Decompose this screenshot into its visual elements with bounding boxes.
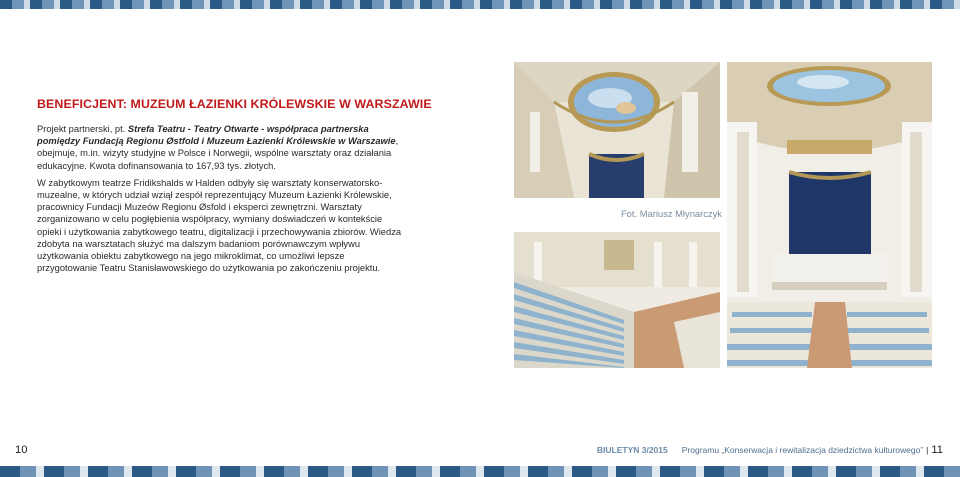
page-number-right: 11 <box>931 444 943 456</box>
article-paragraph-1 <box>37 123 403 172</box>
photo-theatre-stage <box>727 62 932 368</box>
para1-suffix: , obejmuje, m.in. wizyty studyjne w Polsce i Norwegii, wspólne warsztaty oraz działania edukacyjne. Kwota dofinansowania to 167,93 tys. złotych. <box>37 136 399 171</box>
article-heading: BENEFICJENT: MUZEUM ŁAZIENKI KRÓLEWSKIE W WARSZAWIE <box>37 97 432 111</box>
bottom-stripe <box>0 466 960 477</box>
footer-separator: | <box>926 445 929 455</box>
para1-prefix: Projekt partnerski, pt. <box>37 124 128 134</box>
program-label: Programu „Konserwacja i rewitalizacja dziedzictwa kulturowego” <box>681 445 924 455</box>
page-number-left: 10 <box>15 444 28 456</box>
photo-credit: Fot. Mariusz Młynarczyk <box>620 208 722 219</box>
article-paragraph-2: W zabytkowym teatrze Fridikshalds w Halden odbyły się warsztaty konserwatorsko-muzealne, w których udział wziął zespół reprezentujący Muzeum Łazienki Królewskie, pracownicy Fundacji Muzeów Regionu Øsfold i eksperci zewnętrzni. Warsztaty zorganizowano w celu pogłębienia współpracy, wymiany doświadczeń w kontekście opieki i użytkowania zabytkowego teatru, digitalizacji i przechowywania zbiorów. Wiedza zdobyta na warsztatach służyć ma dalszym badaniom porównawczym wpływu użytkowania obiektu zabytkowego na jego mikroklimat, co umożliwi lepsze przygotowanie Teatru Stanisławowskiego do użytkowania po zakończeniu projektu. <box>37 177 402 274</box>
footer-running-head <box>597 444 943 456</box>
photo-theatre-ceiling <box>514 62 720 198</box>
bulletin-label: BIULETYN 3/2015 <box>596 445 668 455</box>
photo-theatre-seats <box>514 232 720 368</box>
top-stripe <box>0 0 960 9</box>
article <box>37 97 432 279</box>
project-title: Strefa Teatru - Teatry Otwarte - współpraca partnerska pomiędzy Fundacją Regionu Østfold i Muzeum Łazienki Królewskie w Warszawie <box>37 124 396 147</box>
